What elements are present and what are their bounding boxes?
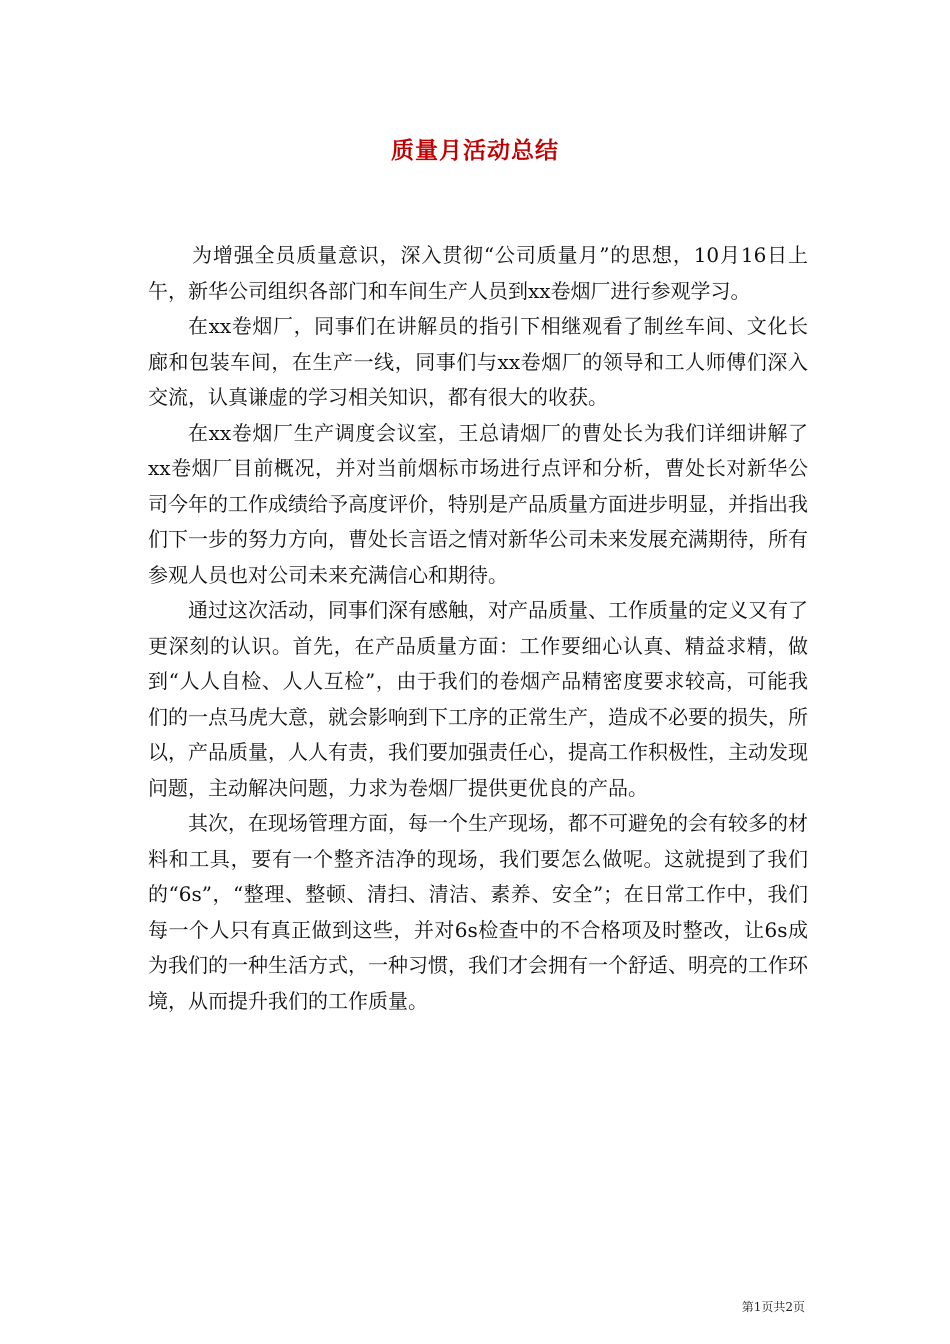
paragraph-1: 为增强全员质量意识，深入贯彻“公司质量月”的思想，10月16日上午，新华公司组织各部门和车间生产人员到xx卷烟厂进行参观学习。 — [148, 243, 808, 303]
document-body — [148, 238, 808, 1019]
document-title: 质量月活动总结 — [391, 137, 559, 164]
page-number-footer: 第1页共2页 — [741, 1300, 805, 1314]
paragraph-4: 通过这次活动，同事们深有感触，对产品质量、工作质量的定义又有了更深刻的认识。首先，在产品质量方面：工作要细心认真、精益求精，做到“人人自检、人人互检”，由于我们的卷烟产品精密度要求较高，可能我们的一点马虎大意，就会影响到下工序的正常生产，造成不必要的损失，所以，产品质量，人人有责，我们要加强责任心，提高工作积极性，主动发现问题，主动解决问题，力求为卷烟厂提供更优良的产品。 — [148, 598, 808, 800]
paragraph-2: 在xx卷烟厂，同事们在讲解员的指引下相继观看了制丝车间、文化长廊和包装车间，在生产一线，同事们与xx卷烟厂的领导和工人师傅们深入交流，认真谦虚的学习相关知识，都有很大的收获。 — [148, 314, 808, 409]
paragraph-3: 在xx卷烟厂生产调度会议室，王总请烟厂的曹处长为我们详细讲解了xx卷烟厂目前概况，并对当前烟标市场进行点评和分析，曹处长对新华公司今年的工作成绩给予高度评价，特别是产品质量方面进步明显，并指出我们下一步的努力方向，曹处长言语之情对新华公司未来发展充满期待，所有参观人员也对公司未来充满信心和期待。 — [148, 420, 808, 587]
paragraph-5: 其次，在现场管理方面，每一个生产现场，都不可避免的会有较多的材料和工具，要有一个整齐洁净的现场，我们要怎么做呢。这就提到了我们的“6s”，“整理、整顿、清扫、清洁、素养、安全”；在日常工作中，我们每一个人只有真正做到这些，并对6s检查中的不合格项及时整改，让6s成为我们的一种生活方式，一种习惯，我们才会拥有一个舒适、明亮的工作环境，从而提升我们的工作质量。 — [148, 811, 808, 1013]
